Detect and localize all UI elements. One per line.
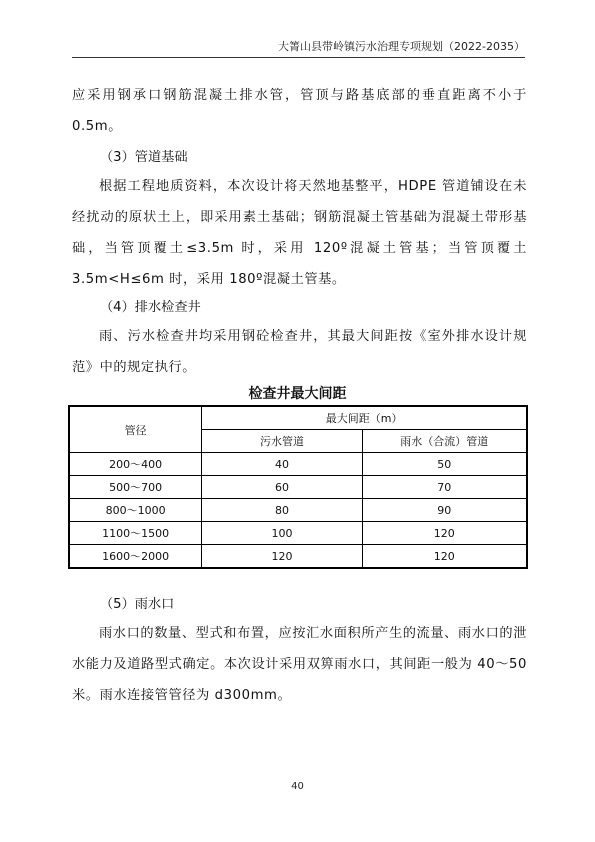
header-pipe-diameter: 管径	[69, 406, 202, 453]
well-spacing-table	[68, 405, 528, 569]
cell-sewage: 100	[202, 522, 362, 545]
paragraph-pipe-foundation: 根据工程地质资料，本次设计将天然地基整平，HDPE 管道铺设在未经扰动的原状土上，即采用素土基础；钢筋混凝土管基础为混凝土带形基础，当管顶覆土≤3.5m 时，采用 120º混凝土管基；当管顶覆土 3.5m<H≤6m 时，采用 180º混凝土管基。	[72, 179, 527, 287]
page-number: 40	[291, 781, 304, 792]
table-title: 检查井最大间距	[248, 386, 347, 402]
cell-sewage: 120	[202, 545, 362, 569]
cell-sewage: 80	[202, 499, 362, 522]
table-header-row	[69, 406, 527, 430]
heading-inspection-well: （4）排水检查井	[100, 300, 201, 315]
cell-diameter: 500～700	[69, 476, 202, 499]
cell-diameter: 1600～2000	[69, 545, 202, 569]
cell-rain: 70	[362, 476, 527, 499]
table-row	[69, 476, 527, 499]
cell-sewage: 40	[202, 453, 362, 476]
cell-rain: 120	[362, 545, 527, 569]
header-rain-pipe: 雨水（合流）管道	[362, 430, 527, 453]
paragraph-pipe-material: 应采用钢承口钢筋混凝土排水管，管顶与路基底部的垂直距离不小于0.5m。	[72, 88, 527, 134]
cell-rain: 90	[362, 499, 527, 522]
table-row	[69, 522, 527, 545]
running-header: 大箐山县带岭镇污水治理专项规划（2022-2035）	[278, 40, 525, 53]
cell-sewage: 60	[202, 476, 362, 499]
cell-diameter: 1100～1500	[69, 522, 202, 545]
table-row	[69, 453, 527, 476]
paragraph-inspection-well: 雨、污水检查井均采用钢砼检查井，其最大间距按《室外排水设计规范》中的规定执行。	[72, 329, 527, 375]
cell-rain: 50	[362, 453, 527, 476]
header-sewage-pipe: 污水管道	[202, 430, 362, 453]
table-row	[69, 545, 527, 569]
heading-pipe-foundation: （3）管道基础	[100, 150, 188, 165]
header-divider	[72, 57, 525, 58]
cell-diameter: 200～400	[69, 453, 202, 476]
paragraph-rain-inlet: 雨水口的数量、型式和布置，应按汇水面积所产生的流量、雨水口的泄水能力及道路型式确定。本次设计采用双箅雨水口，其间距一般为 40～50 米。雨水连接管管径为 d300mm。	[72, 626, 527, 703]
heading-rain-inlet: （5）雨水口	[100, 597, 175, 612]
header-max-spacing: 最大间距（m）	[202, 406, 527, 430]
cell-diameter: 800～1000	[69, 499, 202, 522]
table-row	[69, 499, 527, 522]
cell-rain: 120	[362, 522, 527, 545]
